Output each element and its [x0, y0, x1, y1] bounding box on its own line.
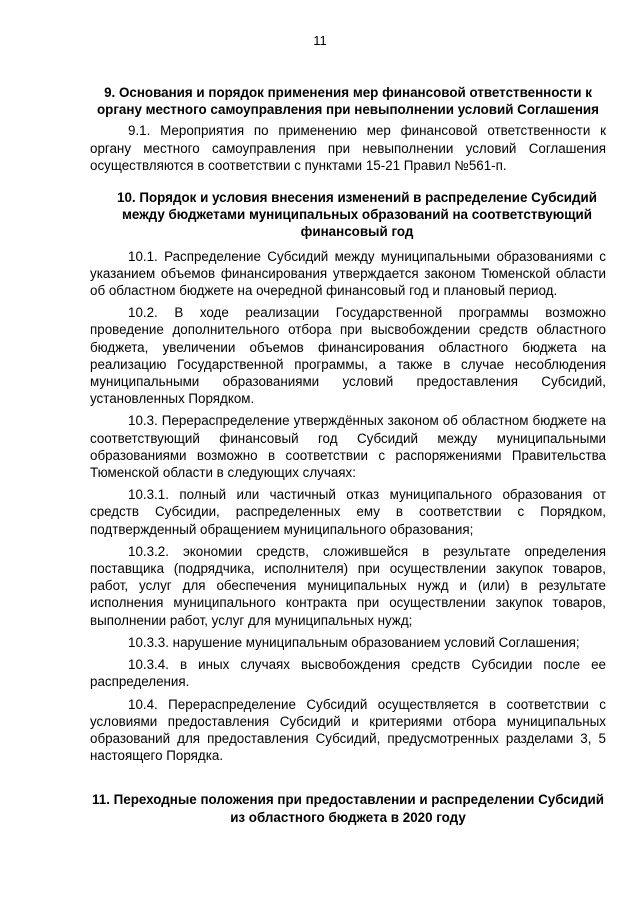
section-11 [90, 791, 606, 825]
section-9 [90, 84, 606, 174]
paragraph-10-3: 10.3. Перераспределение утверждённых законом об областном бюджете на соответствующий финансовый год Субсидий между муниципальными образованиями возможно в соответствии с распоряжениями Правительства Тюменской области в следующих случаях: [90, 413, 606, 481]
section-11-heading: 11. Переходные положения при предоставлении и распределении Субсидий из областного бюджета в 2020 году [92, 792, 604, 825]
paragraph-10-3-4: 10.3.4. в иных случаях высвобождения средств Субсидии после ее распределения. [90, 657, 606, 690]
paragraph-10-3-1: 10.3.1. полный или частичный отказ муниципального образования от средств Субсидии, распределенных ему в соответствии с Порядком, подтвержденный обращением муниципального образования; [90, 487, 606, 537]
paragraph-10-2: 10.2. В ходе реализации Государственной программы возможно проведение дополнительного отбора при высвобождении средств областного бюджета, увеличении объемов финансирования областного бюджета на реализацию Государственной программы, а также в случае несоблюдения муниципальными образованиями условий предоставления Субсидий, установленных Порядком. [90, 305, 606, 407]
section-9-heading: 9. Основания и порядок применения мер финансовой ответственности к органу местного самоуправления при невыполнении условий Соглашения [97, 85, 599, 118]
section-10 [90, 189, 606, 764]
section-10-heading: 10. Порядок и условия внесения изменений в распределение Субсидий между бюджетами муниципальных образований на соответствующий финансовый год [117, 190, 597, 240]
paragraph-10-4: 10.4. Перераспределение Субсидий осуществляется в соответствии с условиями предоставления Субсидий и критериями отбора муниципальных образований для предоставления Субсидий, предусмотренных разделами 3, 5 настоящего Порядка. [90, 696, 606, 764]
paragraph-10-3-2: 10.3.2. экономии средств, сложившейся в результате определения поставщика (подрядчика, исполнителя) при осуществлении закупок товаров, работ, услуг для обеспечения муниципальных нужд и (или) в результате исполнения муниципального контракта при осуществлении закупок товаров, выполнении работ, услуг для муниципальных нужд; [90, 543, 606, 628]
page-number: 11 [313, 33, 327, 48]
paragraph-10-1: 10.1. Распределение Субсидий между муниципальными образованиями с указанием объемов финансирования утверждается законом Тюменской области об областном бюджете на очередной финансовый год и плановый период. [90, 248, 606, 299]
document-body [90, 84, 606, 826]
paragraph-10-3-3: 10.3.3. нарушение муниципальным образованием условий Соглашения; [128, 634, 580, 650]
paragraph-9-1: 9.1. Мероприятия по применению мер финансовой ответственности к органу местного самоуправления при невыполнении условий Соглашения осуществляются в соответствии с пунктами 15-21 Правил №561-п. [90, 123, 606, 173]
